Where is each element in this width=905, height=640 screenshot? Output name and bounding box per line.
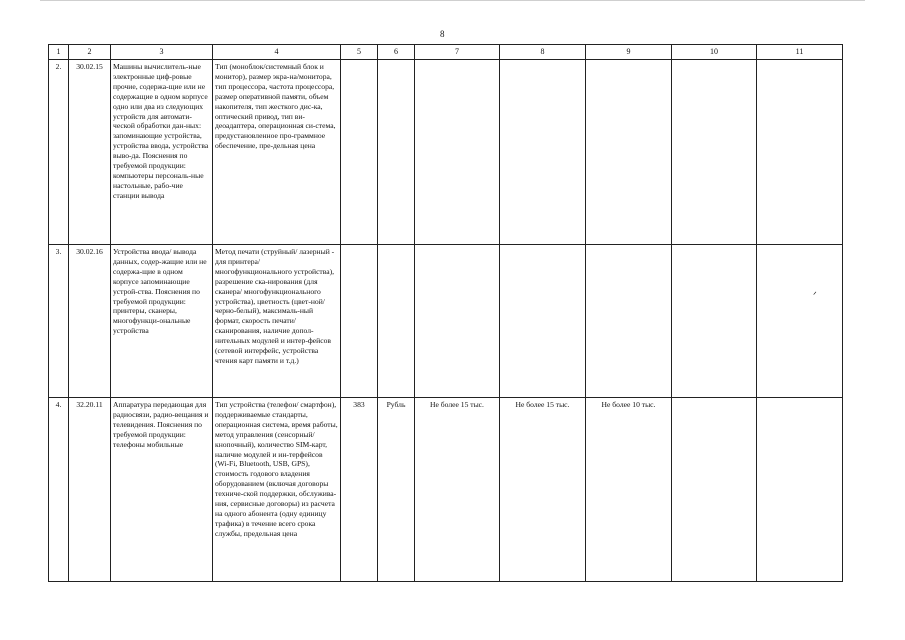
value-cell — [757, 60, 843, 245]
value-cell — [757, 398, 843, 582]
okpd-code: 30.02.16 — [69, 245, 111, 398]
value-cell: Не более 15 тыс. — [500, 398, 586, 582]
table-row — [49, 245, 843, 398]
okpd-code: 30.02.15 — [69, 60, 111, 245]
scan-top-edge — [40, 0, 865, 1]
value-cell — [415, 60, 500, 245]
column-header: 2 — [69, 45, 111, 60]
unit-name-cell — [378, 60, 415, 245]
table-row — [49, 398, 843, 582]
unit-name-cell: Рубль — [378, 398, 415, 582]
value-cell — [672, 60, 757, 245]
value-cell — [586, 60, 672, 245]
column-header: 6 — [378, 45, 415, 60]
product-characteristics: Тип (моноблок/системный блок и монитор), размер экра-на/монитора, тип процессора, частота процессора, размер оперативной памяти, объем накопителя, тип жесткого дис-ка, оптический привод, тип ви-деоадаптера, операционная си-стема, предустановленное про-граммное обеспечение, пре-дельная цена — [213, 60, 341, 245]
column-header: 5 — [341, 45, 378, 60]
unit-code-cell: 383 — [341, 398, 378, 582]
column-header: 10 — [672, 45, 757, 60]
page-number: 8 — [440, 29, 445, 39]
value-cell: Не более 10 тыс. — [586, 398, 672, 582]
product-name: Устройства ввода/ вывода данных, содер-жащие или не содержа-щие в одном корпусе запоминающие устрой-ства. Пояснения по требуемой продукции: принтеры, сканеры, многофункци-ональные устройства — [111, 245, 213, 398]
value-cell — [415, 245, 500, 398]
value-cell — [672, 245, 757, 398]
column-header: 1 — [49, 45, 69, 60]
okpd-code: 32.20.11 — [69, 398, 111, 582]
unit-code-cell — [341, 245, 378, 398]
handwritten-mark: ᐟ — [813, 290, 817, 300]
column-header: 4 — [213, 45, 341, 60]
column-number-row — [49, 45, 843, 60]
row-number: 2. — [49, 60, 69, 245]
table-row — [49, 60, 843, 245]
column-header: 9 — [586, 45, 672, 60]
column-header: 11 — [757, 45, 843, 60]
value-cell — [500, 245, 586, 398]
product-name: Аппаратура передающая для радиосвязи, радио-вещания и телевидения. Пояснения по требуемой продукции: телефоны мобильные — [111, 398, 213, 582]
row-number: 3. — [49, 245, 69, 398]
value-cell — [500, 60, 586, 245]
unit-name-cell — [378, 245, 415, 398]
value-cell — [757, 245, 843, 398]
row-number: 4. — [49, 398, 69, 582]
column-header: 7 — [415, 45, 500, 60]
product-characteristics: Метод печати (струйный/ лазерный - для принтера/ многофункционального устройства), разрешение ска-нирования (для сканера/ многофункционального устройства), цветность (цвет-ной/черно-белый), максималь-ный формат, скорость печати/ сканирования, наличие допол-нительных модулей и интер-фейсов (сетевой интерфейс, устройства чтения карт памяти и т.д.) — [213, 245, 341, 398]
product-characteristics: Тип устройства (телефон/ смартфон), поддерживаемые стандарты, операционная система, время работы, метод управления (сенсорный/ кнопочный), количество SIM-карт, наличие модулей и ин-терфейсов (Wi-Fi, Bluetooth, USB, GPS), стоимость годового владения оборудованием (включая договоры техниче-ской поддержки, обслужива-ния, сервисные договоры) из расчета на одного абонента (одну единицу трафика) в течение всего срока службы, предельная цена — [213, 398, 341, 582]
value-cell — [672, 398, 757, 582]
unit-code-cell — [341, 60, 378, 245]
product-name: Машины вычислитель-ные электронные циф-ровые прочие, содержа-щие или не содержащие в одном корпусе одно или два из следующих устройств для автомати-ческой обработки дан-ных: запоминающие устройства, устройства ввода, устройства выво-да. Пояснения по требуемой продукции: компьютеры персональ-ные настольные, рабо-чие станции вывода — [111, 60, 213, 245]
value-cell — [586, 245, 672, 398]
requirements-table — [48, 44, 843, 582]
column-header: 8 — [500, 45, 586, 60]
value-cell: Не более 15 тыс. — [415, 398, 500, 582]
column-header: 3 — [111, 45, 213, 60]
